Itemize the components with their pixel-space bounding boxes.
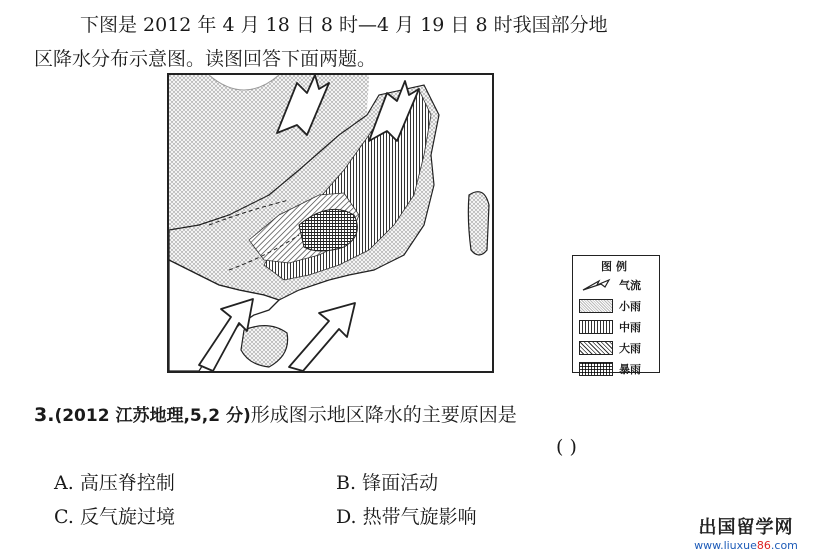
legend-item-light-rain (573, 295, 659, 316)
watermark-url-prefix: www.liuxue (694, 539, 757, 552)
answer-blank: ( ) (556, 436, 577, 458)
hainan-island (241, 326, 288, 367)
legend-item-airflow (573, 274, 659, 295)
legend-item-rainstorm (573, 358, 659, 379)
watermark-url-number: 86 (756, 539, 771, 552)
moderate-rain-swatch (579, 320, 613, 334)
rainstorm-swatch (579, 362, 613, 376)
taiwan-island (468, 192, 489, 255)
option-c-label: C. (54, 506, 74, 528)
precipitation-map (167, 73, 641, 376)
option-b-text: 锋面活动 (362, 472, 439, 494)
option-a-label: A. (54, 472, 74, 494)
question-text: 形成图示地区降水的主要原因是 (250, 404, 517, 426)
option-a (54, 468, 175, 495)
legend-label-heavy-rain: 大雨 (619, 341, 641, 355)
option-b-label: B. (336, 472, 357, 494)
option-d (336, 502, 477, 529)
option-b (336, 468, 438, 495)
legend-label-rainstorm: 暴雨 (619, 362, 641, 376)
legend-label-airflow: 气流 (619, 278, 641, 292)
light-rain-swatch (579, 299, 613, 313)
question-3 (34, 400, 517, 427)
intro-line-1: 下图是 2012 年 4 月 18 日 8 时—4 月 19 日 8 时我国部分地 (80, 14, 608, 36)
watermark-url (681, 539, 811, 552)
watermark-url-suffix: .com (770, 539, 798, 552)
intro-paragraph (34, 8, 674, 76)
question-number: 3. (34, 404, 55, 426)
airflow-arrow-icon (579, 278, 613, 292)
legend-title: 图例 (601, 260, 631, 273)
option-c-text: 反气旋过境 (79, 506, 175, 528)
legend-item-heavy-rain (573, 337, 659, 358)
intro-line-2: 区降水分布示意图。读图回答下面两题。 (34, 48, 377, 70)
legend-label-light-rain: 小雨 (619, 299, 641, 313)
option-d-label: D. (336, 506, 357, 528)
map-legend (572, 255, 660, 376)
heavy-rain-swatch (579, 341, 613, 355)
legend-label-moderate-rain: 中雨 (619, 320, 641, 334)
watermark-site-name: 出国留学网 (698, 517, 794, 538)
legend-item-moderate-rain (573, 316, 659, 337)
airflow-arrow-4 (289, 303, 355, 371)
option-c (54, 502, 175, 529)
site-watermark (681, 513, 811, 552)
option-a-text: 高压脊控制 (79, 472, 175, 494)
map-drawing (169, 75, 492, 371)
option-d-text: 热带气旋影响 (362, 506, 477, 528)
question-source: (2012 江苏地理,5,2 分) (54, 406, 251, 426)
